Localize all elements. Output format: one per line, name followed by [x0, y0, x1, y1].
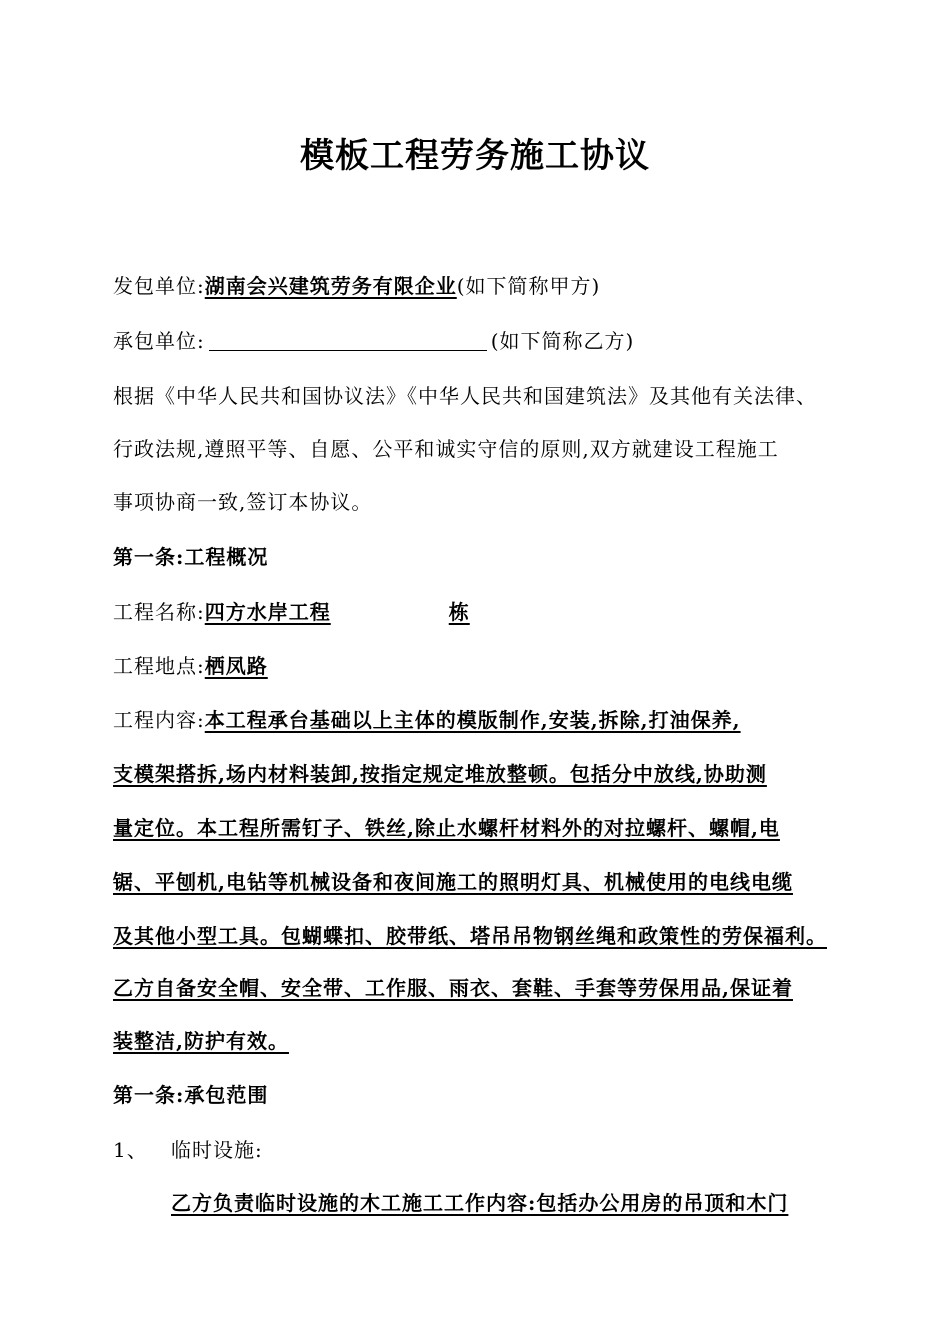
project-content-line [113, 704, 741, 733]
project-content-line-5: 及其他小型工具。包蝴蝶扣、胶带纸、塔吊吊物钢丝绳和政策性的劳保福利。 [113, 924, 827, 948]
item1-label: 临时设施: [171, 1138, 263, 1162]
project-name-label: 工程名称: [113, 600, 205, 624]
project-location-value: 栖凤路 [204, 654, 268, 678]
item1-line [113, 1134, 263, 1163]
contractor-note: (如下简称乙方) [490, 329, 635, 353]
project-location-label: 工程地点: [113, 654, 205, 678]
contractor-line [113, 325, 634, 354]
project-content-label: 工程内容: [113, 708, 205, 732]
project-name-suffix: 栋 [448, 600, 470, 624]
project-location-line [113, 650, 268, 679]
section2-heading: 第一条:承包范围 [113, 1083, 269, 1107]
issuer-name: 湖南会兴建筑劳务有限企业 [204, 274, 457, 298]
project-content-line-6: 乙方自备安全帽、安全带、工作服、雨衣、套鞋、手套等劳保用品,保证着 [113, 976, 793, 1000]
intro-line-1: 根据《中华人民共和国协议法》《中华人民共和国建筑法》及其他有关法律、 [113, 384, 817, 408]
project-content-first: 本工程承台基础以上主体的模版制作,安装,拆除,打油保养, [204, 708, 741, 732]
issuer-label: 发包单位: [113, 274, 205, 298]
project-content-line-2: 支模架搭拆,场内材料装卸,按指定规定堆放整顿。包括分中放线,协助测 [113, 762, 767, 786]
project-content-line-7: 装整洁,防护有效。 [113, 1029, 289, 1053]
project-name-value [205, 600, 470, 624]
issuer-note: (如下简称甲方) [456, 274, 601, 298]
project-content-line-4: 锯、平刨机,电钻等机械设备和夜间施工的照明灯具、机械使用的电线电缆 [113, 870, 793, 894]
issuer-line [113, 270, 600, 299]
project-name-line [113, 596, 470, 625]
item1-text: 乙方负责临时设施的木工施工工作内容:包括办公用房的吊顶和木门 [171, 1191, 789, 1215]
project-name-text: 四方水岸工程 [204, 600, 331, 624]
contractor-label: 承包单位: [113, 329, 205, 353]
document-title: 模板工程劳务施工协议 [300, 136, 650, 176]
contractor-blank [209, 330, 487, 351]
section1-heading: 第一条:工程概况 [113, 545, 269, 569]
item1-number: 1、 [113, 1138, 148, 1162]
project-content-line-3: 量定位。本工程所需钉子、铁丝,除止水螺杆材料外的对拉螺杆、螺帽,电 [113, 816, 780, 840]
intro-line-2: 行政法规,遵照平等、自愿、公平和诚实守信的原则,双方就建设工程施工 [113, 437, 779, 461]
intro-line-3: 事项协商一致,签订本协议。 [113, 490, 373, 514]
